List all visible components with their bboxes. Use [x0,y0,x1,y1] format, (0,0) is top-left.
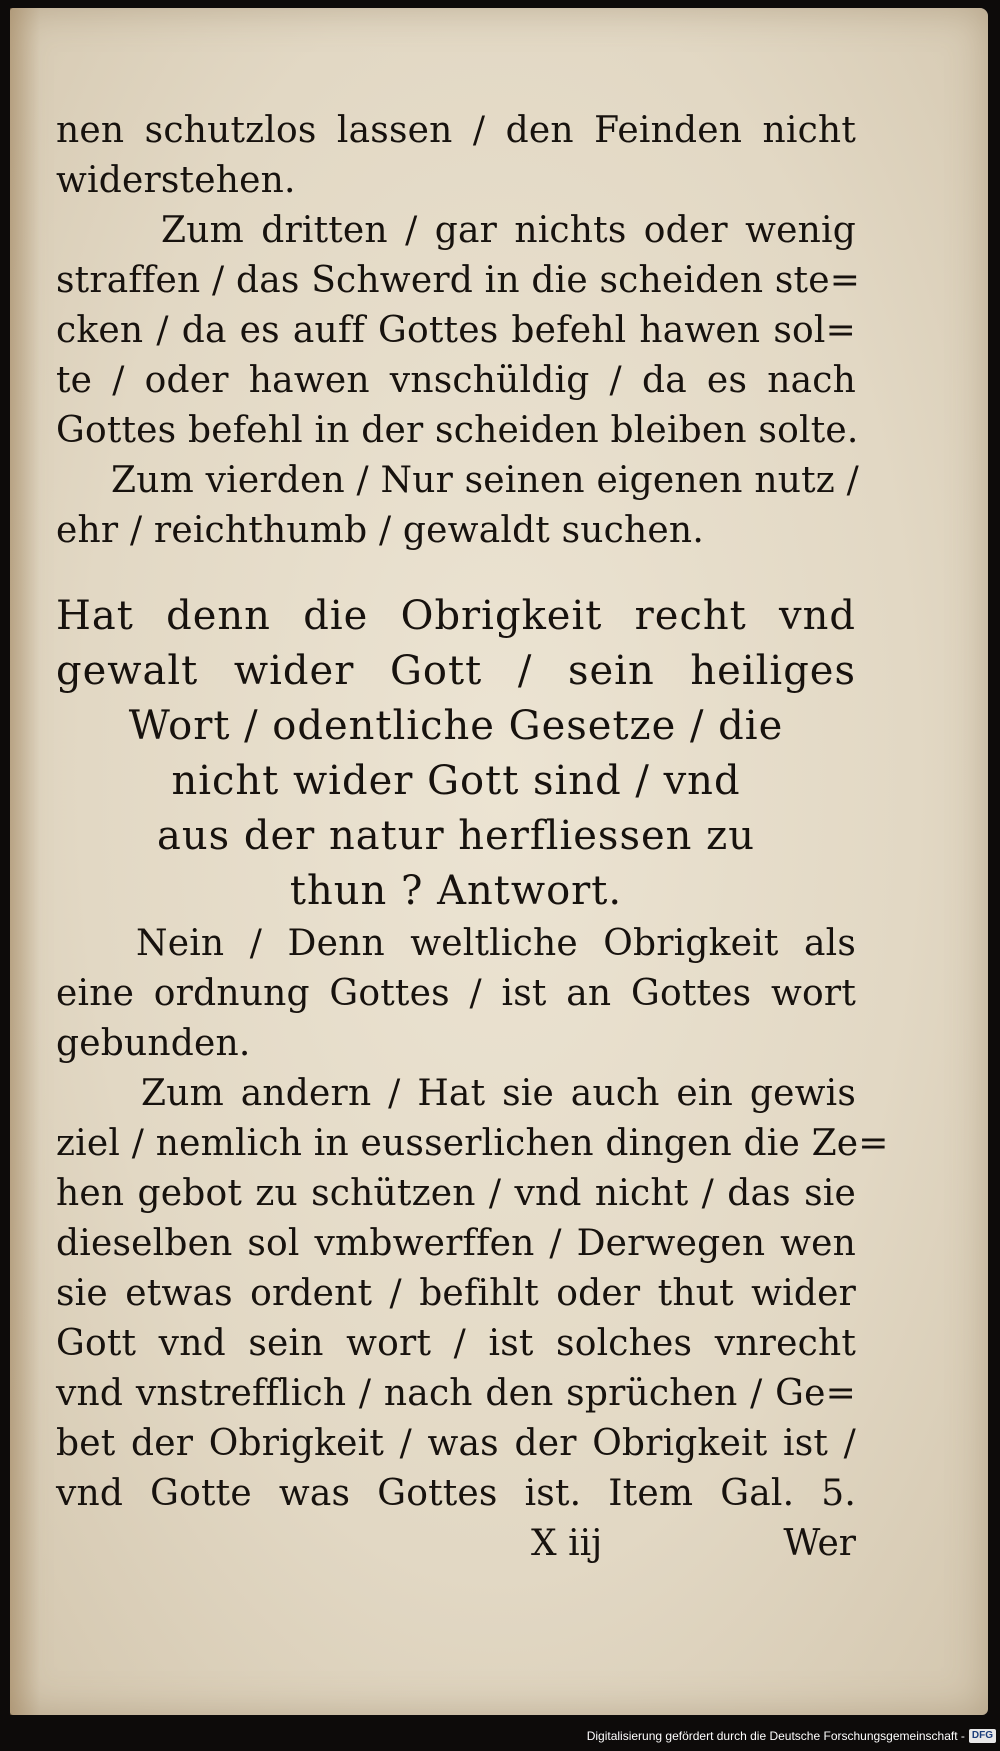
text-line: Gott vnd sein wort / ist solches vnrecht [56,1323,856,1364]
text-line: hen gebot zu schützen / vnd nicht / das sie [56,1173,856,1214]
text-line: Zum dritten / gar nichts oder wenig [161,210,856,251]
text-line: Nein / Denn weltliche Obrigkeit als [136,923,856,964]
text-line: sie etwas ordent / befihlt oder thut wider [56,1273,856,1314]
text-line: vnd Gotte was Gottes ist. Item Gal. 5. [56,1473,856,1514]
text-line: straffen / das Schwerd in die scheiden ste= [56,260,861,301]
book-page [10,8,988,1715]
catchword: Wer [783,1523,856,1564]
text-line: dieselben sol vmbwerffen / Derwegen wen [56,1223,856,1264]
text-line: te / oder hawen vnschüldig / da es nach [56,360,856,401]
answer-text [56,919,889,1519]
heading-line: Wort / odentliche Gesetze / die [128,703,784,749]
dfg-logo: DFG [969,1729,996,1743]
heading-line: Hat denn die Obrigkeit recht vnd [56,593,856,639]
heading-line: nicht wider Gott sind / vnd [171,758,741,804]
text-line: Zum vierden / Nur seinen eigenen nutz / [111,460,859,501]
text-line: cken / da es auff Gottes befehl hawen sol= [56,310,856,351]
question-heading [56,589,856,919]
text-line: widerstehen. [56,160,296,201]
text-line: ehr / reichthumb / gewaldt suchen. [56,510,704,551]
credit-text: Digitalisierung gefördert durch die Deutsche Forschungsgemeinschaft - [586,1729,965,1743]
text-line: nen schutzlos lassen / den Feinden nicht [56,110,856,151]
text-line: eine ordnung Gottes / ist an Gottes wort [56,973,856,1014]
text-line: Zum andern / Hat sie auch ein gewis [141,1073,856,1114]
heading-line: aus der natur herfliessen zu [157,813,755,859]
text-line: vnd vnstrefflich / nach den sprüchen / Ge= [56,1373,856,1414]
signature-mark: X iij [531,1523,603,1564]
text-line: bet der Obrigkeit / was der Obrigkeit ist / [56,1423,856,1464]
text-line: ziel / nemlich in eusserlichen dingen die Ze= [56,1123,889,1164]
digitization-credit [587,1725,996,1747]
page-text [56,106,889,1569]
text-line: gebunden. [56,1023,251,1064]
page-footer-line [56,1519,856,1569]
heading-line: gewalt wider Gott / sein heiliges [56,648,856,694]
heading-line: thun ? Antwort. [289,868,623,914]
text-line: Gottes befehl in der scheiden bleiben solte. [56,410,859,451]
